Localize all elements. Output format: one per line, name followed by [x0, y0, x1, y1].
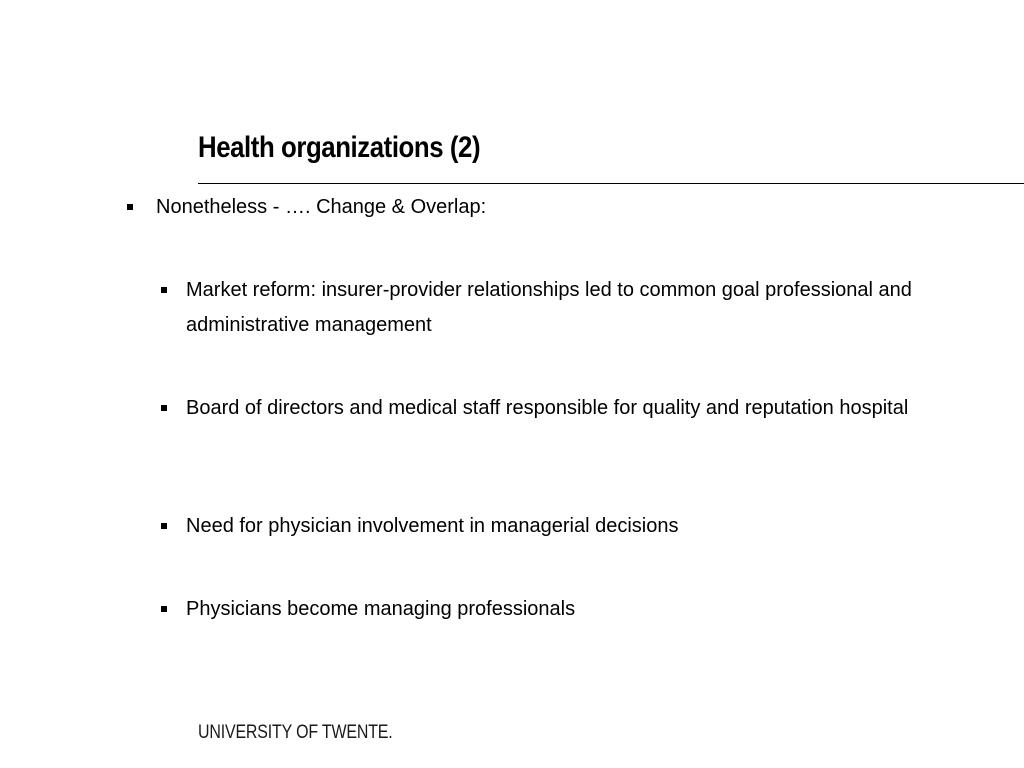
square-bullet-icon — [161, 405, 167, 411]
title-underline — [198, 183, 1024, 184]
bullet-level-1 — [127, 190, 987, 225]
sub-bullet-text: Need for physician involvement in managerial decisions — [186, 515, 679, 537]
sub-bullet-text: Board of directors and medical staff responsible for quality and reputation hospital — [186, 397, 909, 419]
university-logo: UNIVERSITY OF TWENTE. — [198, 722, 393, 743]
square-bullet-icon — [161, 287, 167, 293]
sub-bullet-market-reform — [161, 273, 981, 343]
bullet-text: Nonetheless - …. Change & Overlap: — [156, 196, 487, 218]
sub-bullet-physician-involvement — [161, 509, 981, 544]
sub-bullet-text: Market reform: insurer-provider relationships led to common goal professional and administrative management — [186, 279, 912, 336]
sub-bullet-managing-professionals — [161, 592, 981, 627]
square-bullet-icon — [127, 204, 133, 210]
square-bullet-icon — [161, 606, 167, 612]
slide-title: Health organizations (2) — [198, 131, 481, 164]
square-bullet-icon — [161, 523, 167, 529]
sub-bullet-text: Physicians become managing professionals — [186, 598, 576, 620]
sub-bullet-board-of-directors — [161, 391, 981, 426]
